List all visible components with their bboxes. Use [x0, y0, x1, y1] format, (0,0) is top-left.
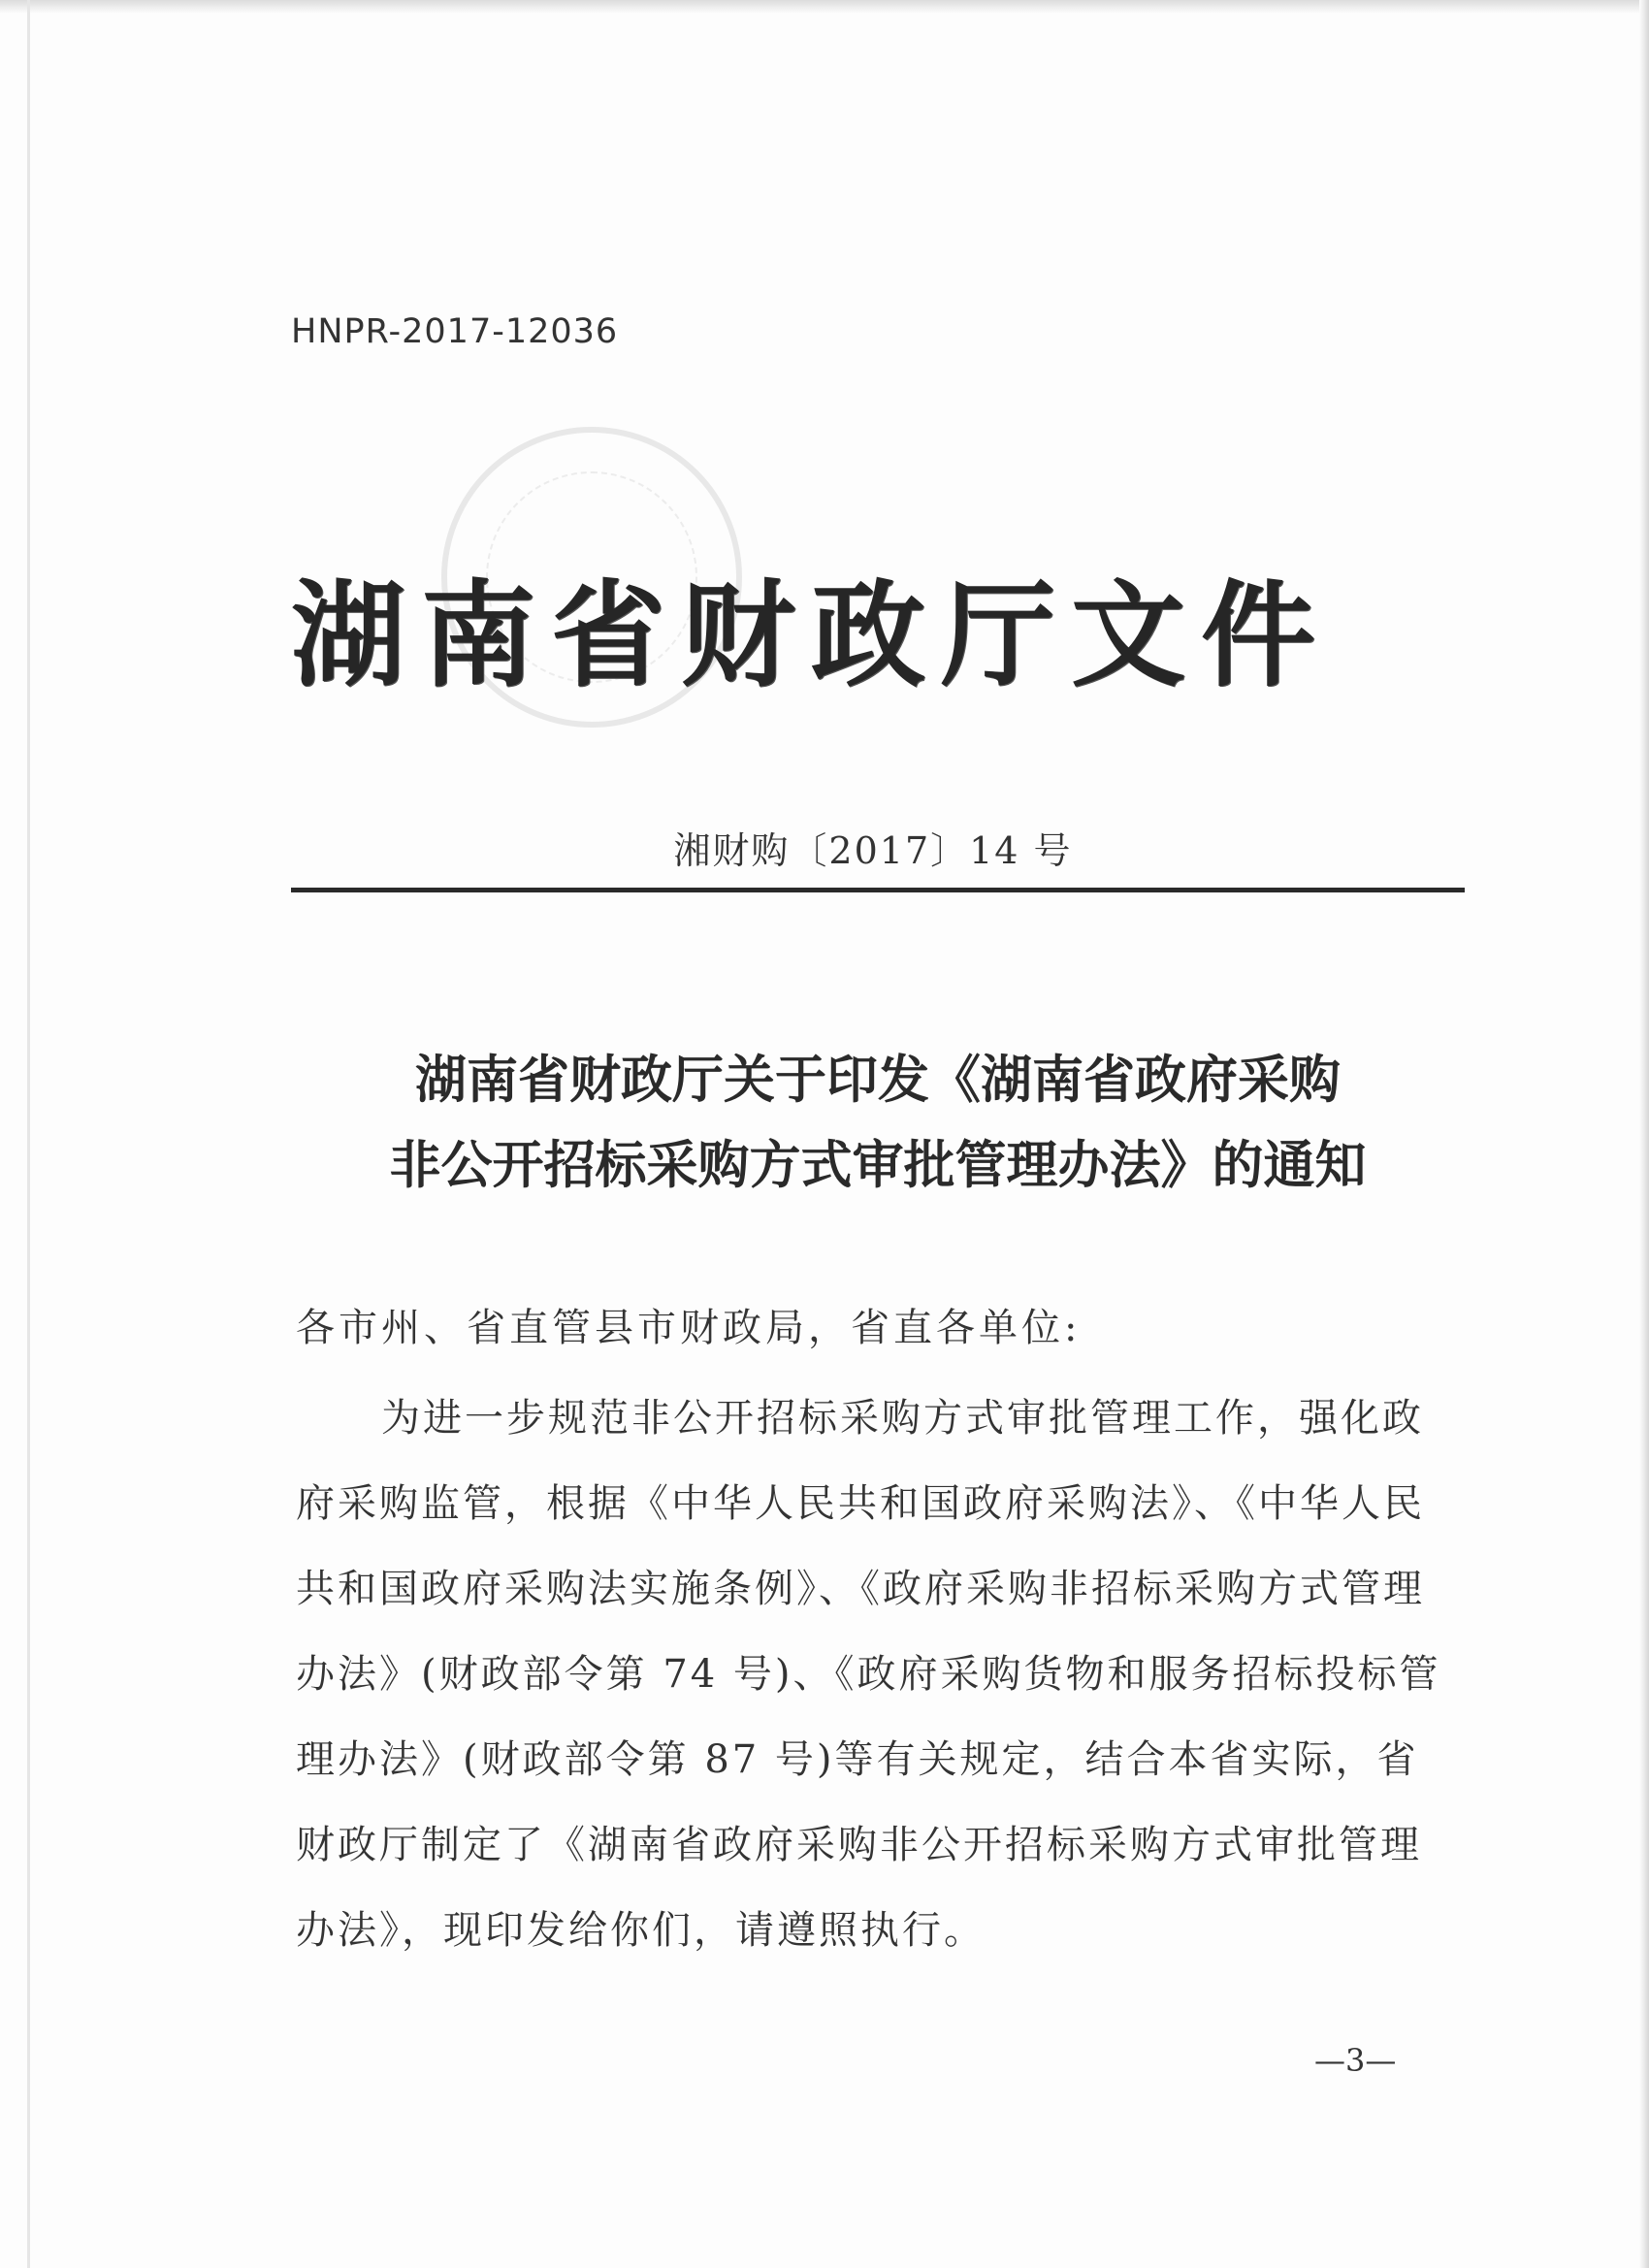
body-line: 办法》(财政部令第 74 号)、《政府采购货物和服务招标投标管	[296, 1652, 1441, 1697]
header-divider	[291, 888, 1465, 892]
body-line: 府采购监管，根据《中华人民共和国政府采购法》、《中华人民	[296, 1481, 1425, 1526]
body-paragraph	[296, 1376, 1460, 1973]
scan-edge-left	[27, 0, 30, 2268]
body-line: 办法》，现印发给你们，请遵照执行。	[296, 1908, 986, 1953]
document-number: 湘财购〔2017〕14 号	[673, 829, 1073, 872]
body-line: 共和国政府采购法实施条例》、《政府采购非招标采购方式管理	[296, 1567, 1425, 1611]
notice-title-line-1: 湖南省财政厅关于印发《湖南省政府采购	[415, 1051, 1341, 1110]
notice-title-line-2: 非公开招标采购方式审批管理办法》的通知	[389, 1136, 1367, 1195]
notice-title	[291, 1038, 1465, 1209]
body-line: 理办法》(财政部令第 87 号)等有关规定，结合本省实际，省	[296, 1737, 1419, 1782]
salutation: 各市州、省直管县市财政局，省直各单位:	[296, 1306, 1082, 1350]
scan-edge-right	[1639, 0, 1649, 2268]
issuing-authority-header: 湖南省财政厅文件	[291, 568, 1332, 702]
document-code: HNPR-2017-12036	[291, 312, 619, 351]
body-line: 财政厅制定了《湖南省政府采购非公开招标采购方式审批管理	[296, 1823, 1422, 1867]
page-number: —3—	[1314, 2042, 1397, 2079]
body-line: 为进一步规范非公开招标采购方式审批管理工作，强化政	[381, 1396, 1424, 1441]
scan-edge-top	[0, 0, 1649, 14]
